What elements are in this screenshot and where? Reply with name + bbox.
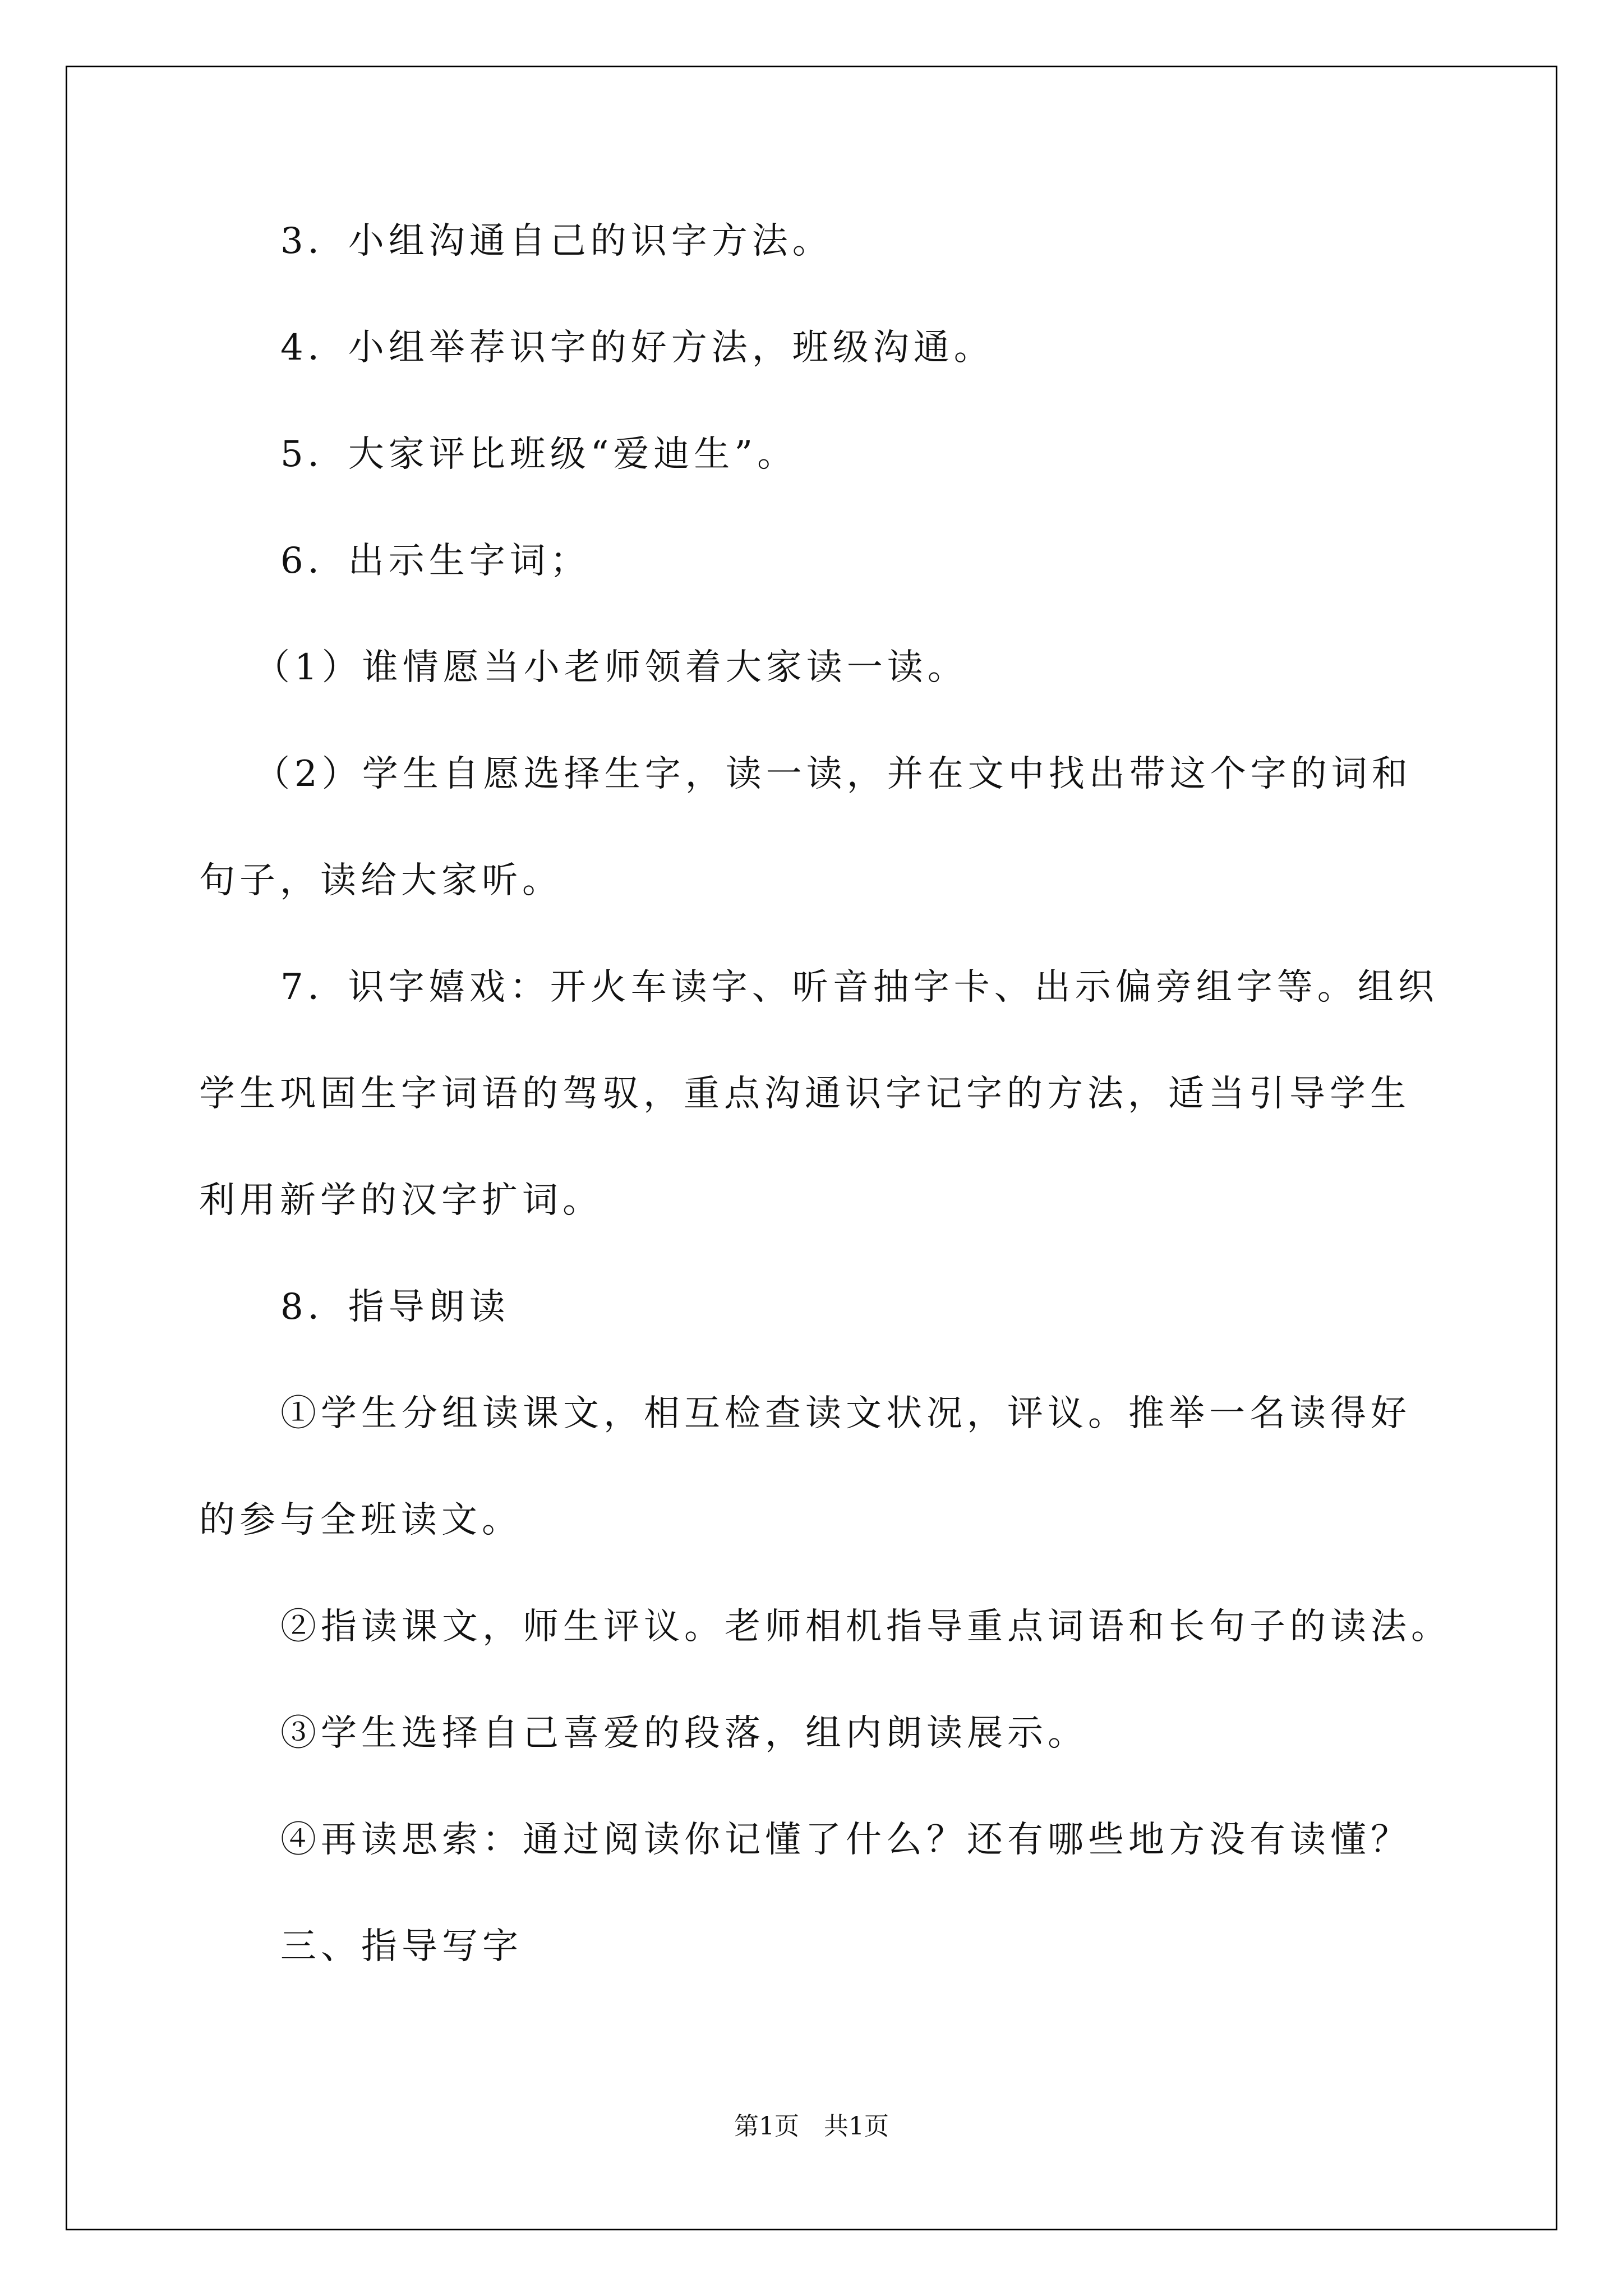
text-line: ②指读课文，师生评议。老师相机指导重点词语和长句子的读法。 xyxy=(280,1606,1451,1648)
text-line: 句子，读给大家听。 xyxy=(199,860,562,901)
text-line: 8．指导朗读 xyxy=(280,1286,510,1328)
text-line: 3．小组沟通自己的识字方法。 xyxy=(280,220,833,262)
text-line: 利用新学的汉字扩词。 xyxy=(199,1180,603,1221)
text-line: 的参与全班读文。 xyxy=(199,1499,522,1541)
text-line: 4．小组举荐识字的好方法，班级沟通。 xyxy=(280,327,994,369)
text-line: ④再读思索：通过阅读你记懂了什么？还有哪些地方没有读懂？ xyxy=(280,1819,1411,1861)
text-line: 三、指导写字 xyxy=(280,1926,523,1967)
text-line: 6．出示生字词； xyxy=(280,540,591,582)
text-line: ③学生选择自己喜爱的段落，组内朗读展示。 xyxy=(280,1713,1088,1754)
page-border xyxy=(66,66,1557,2230)
text-line: （2）学生自愿选择生字，读一读，并在文中找出带这个字的词和 xyxy=(254,753,1412,795)
text-line: 学生巩固生字词语的驾驭，重点沟通识字记字的方法，适当引导学生 xyxy=(199,1073,1410,1115)
text-line: 5．大家评比班级“爱迪生”。 xyxy=(280,434,798,475)
text-line: （1）谁情愿当小老师领着大家读一读。 xyxy=(254,647,968,688)
text-line: 7．识字嬉戏：开火车读字、听音抽字卡、出示偏旁组字等。组织 xyxy=(280,967,1438,1008)
page-footer: 第1页 共1页 xyxy=(734,2112,889,2141)
text-line: ①学生分组读课文，相互检查读文状况，评议。推举一名读得好 xyxy=(280,1393,1411,1434)
